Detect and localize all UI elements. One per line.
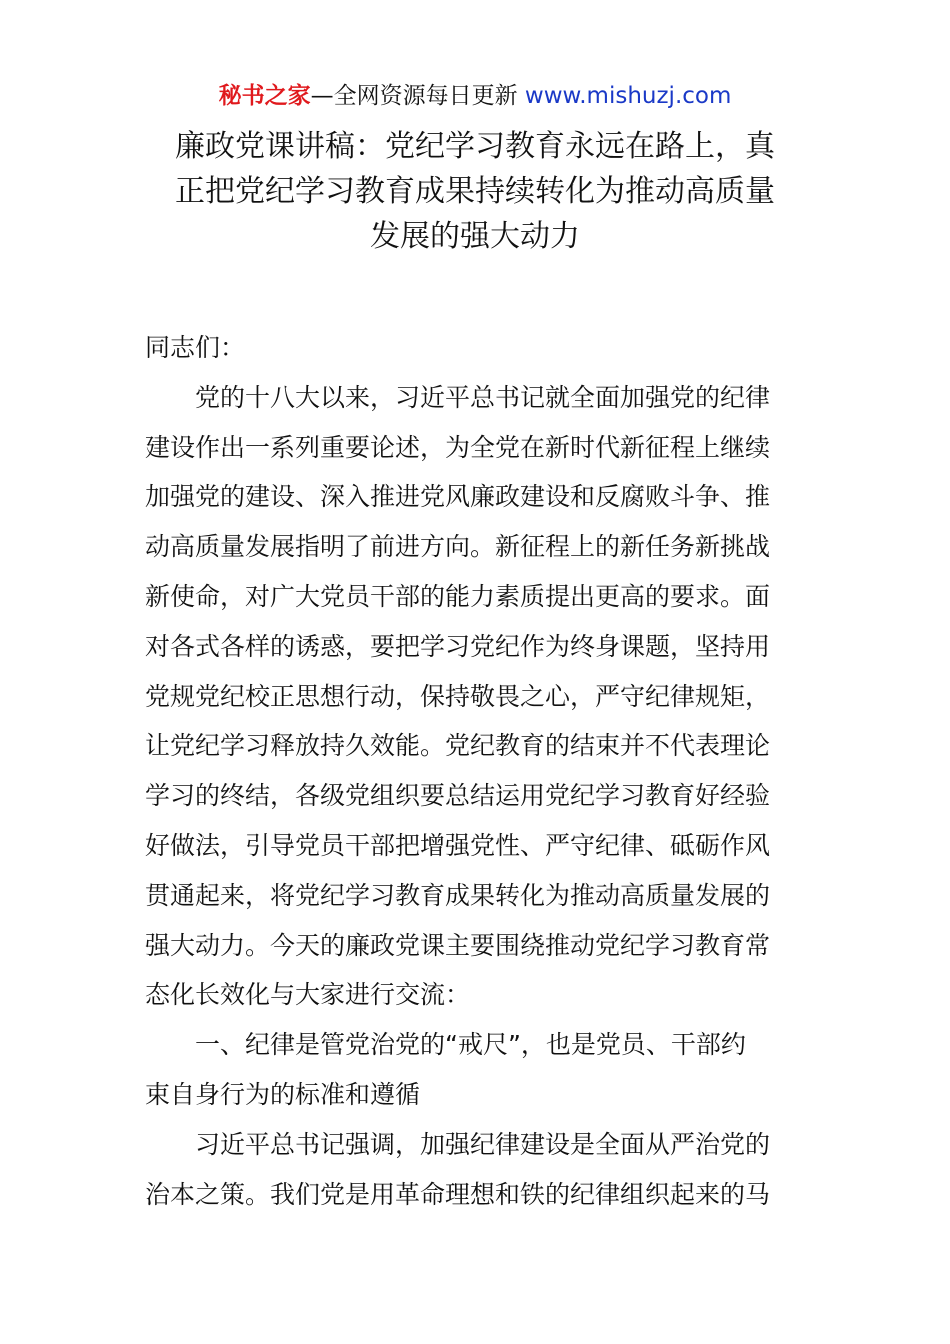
- paragraph-line: 党规党纪校正思想行动，保持敬畏之心，严守纪律规矩，: [145, 681, 771, 711]
- paragraph-line: 加强党的建设、深入推进党风廉政建设和反腐败斗争、推: [145, 482, 771, 512]
- document-title: [140, 124, 810, 259]
- section-heading-line: 一、纪律是管党治党的“戒尺”，也是党员、干部约: [195, 1030, 746, 1060]
- section-heading-line: 束自身行为的标准和遵循: [145, 1079, 421, 1109]
- paragraph-line: 好做法，引导党员干部把增强党性、严守纪律、砥砺作风: [145, 830, 771, 860]
- paragraph-line: 建设作出一系列重要论述，为全党在新时代新征程上继续: [145, 432, 771, 462]
- paragraph-line: 党的十八大以来，习近平总书记就全面加强党的纪律: [195, 382, 771, 412]
- title-line: 正把党纪学习教育成果持续转化为推动高质量: [175, 174, 775, 209]
- paragraph-line: 贯通起来，将党纪学习教育成果转化为推动高质量发展的: [145, 880, 771, 910]
- paragraph-line: 强大动力。今天的廉政党课主要围绕推动党纪学习教育常: [145, 930, 771, 960]
- site-url-link[interactable]: www.mishuzj.com: [524, 83, 732, 109]
- salutation: 同志们：: [145, 333, 246, 362]
- brand-name: 秘书之家: [218, 83, 311, 109]
- paragraph-line: 对各式各样的诱惑，要把学习党纪作为终身课题，坚持用: [145, 631, 771, 661]
- paragraph-line: 动高质量发展指明了前进方向。新征程上的新任务新挑战: [145, 532, 771, 562]
- paragraph-line: 治本之策。我们党是用革命理想和铁的纪律组织起来的马: [145, 1179, 771, 1209]
- paragraph-line: 学习的终结，各级党组织要总结运用党纪学习教育好经验: [145, 781, 771, 811]
- header-tagline: —全网资源每日更新: [310, 83, 518, 109]
- paragraph-line: 习近平总书记强调，加强纪律建设是全面从严治党的: [195, 1129, 771, 1159]
- title-line: 廉政党课讲稿：党纪学习教育永远在路上，真: [175, 129, 775, 164]
- document-body: [145, 323, 815, 1219]
- title-line: 发展的强大动力: [370, 219, 580, 254]
- paragraph-line: 态化长效化与大家进行交流：: [145, 980, 471, 1010]
- site-header: [0, 80, 950, 112]
- paragraph-line: 新使命，对广大党员干部的能力素质提出更高的要求。面: [145, 581, 771, 611]
- paragraph-line: 让党纪学习释放持久效能。党纪教育的结束并不代表理论: [145, 731, 771, 761]
